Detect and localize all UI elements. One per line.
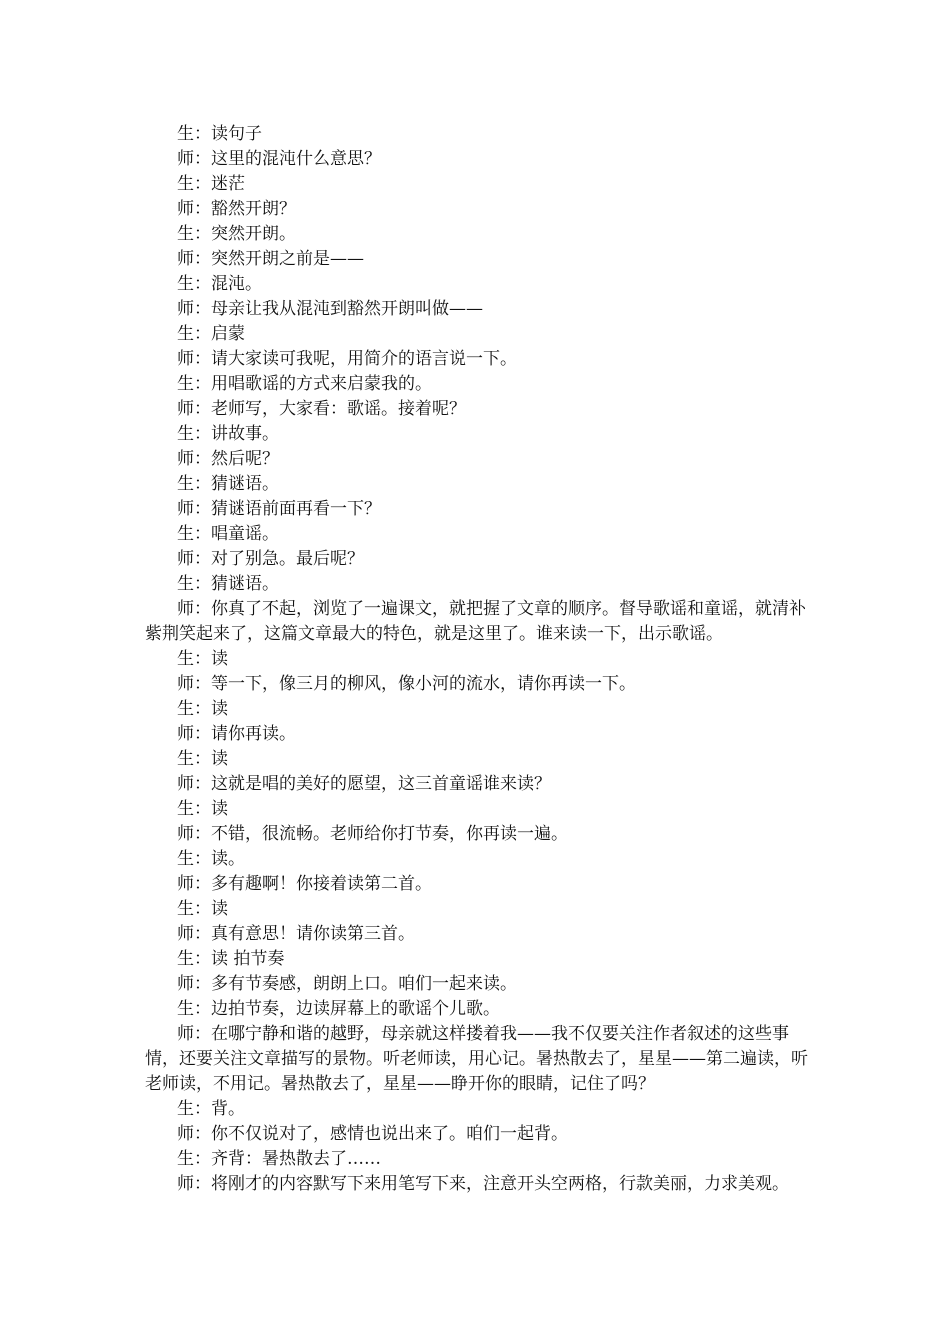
dialogue-line: 生：读 [177, 749, 228, 769]
dialogue-line: 生：猜谜语。 [177, 474, 279, 494]
dialogue-line: 师：请你再读。 [177, 724, 296, 744]
dialogue-line: 生：混沌。 [177, 274, 262, 294]
dialogue-line: 生：讲故事。 [177, 424, 279, 444]
dialogue-line: 生：启蒙 [177, 324, 245, 344]
dialogue-line: 师：真有意思！请你读第三首。 [177, 924, 415, 944]
dialogue-line: 师：老师写，大家看：歌谣。接着呢？ [177, 399, 466, 419]
dialogue-line: 师：在哪宁静和谐的越野，母亲就这样搂着我——我不仅要关注作者叙述的这些事情，还要关注文章描写的景物。听老师读，用心记。暑热散去了，星星——第二遍读，听老师读，不用记。暑热散去了，星星——睁开你的眼睛，记住了吗？ [145, 1024, 808, 1094]
dialogue-line: 生：读 [177, 649, 228, 669]
dialogue-line: 生：边拍节奏，边读屏幕上的歌谣个儿歌。 [177, 999, 500, 1019]
dialogue-line: 生：读 [177, 699, 228, 719]
dialogue-line: 师：不错，很流畅。老师给你打节奏，你再读一遍。 [177, 824, 568, 844]
dialogue-line: 师：你真了不起，浏览了一遍课文，就把握了文章的顺序。督导歌谣和童谣，就清补紫荆笑起来了，这篇文章最大的特色，就是这里了。谁来读一下，出示歌谣。 [145, 599, 806, 644]
dialogue-line: 生：读 [177, 799, 228, 819]
dialogue-line: 生：齐背：暑热散去了…… [177, 1149, 381, 1169]
dialogue-text [145, 122, 810, 1197]
dialogue-line: 生：用唱歌谣的方式来启蒙我的。 [177, 374, 432, 394]
dialogue-line: 师：多有趣啊！你接着读第二首。 [177, 874, 432, 894]
dialogue-line: 生：读 拍节奏 [177, 949, 285, 969]
dialogue-line: 师：请大家读可我呢，用简介的语言说一下。 [177, 349, 517, 369]
dialogue-line: 生：背。 [177, 1099, 245, 1119]
dialogue-line: 师：你不仅说对了，感情也说出来了。咱们一起背。 [177, 1124, 568, 1144]
dialogue-line: 师：这里的混沌什么意思？ [177, 149, 381, 169]
dialogue-line: 师：豁然开朗？ [177, 199, 296, 219]
dialogue-line: 生：唱童谣。 [177, 524, 279, 544]
dialogue-line: 师：等一下，像三月的柳风，像小河的流水，请你再读一下。 [177, 674, 636, 694]
dialogue-line: 师：猜谜语前面再看一下？ [177, 499, 381, 519]
dialogue-line: 师：多有节奏感，朗朗上口。咱们一起来读。 [177, 974, 517, 994]
dialogue-line: 生：读。 [177, 849, 245, 869]
dialogue-line: 师：突然开朗之前是—— [177, 249, 364, 269]
dialogue-line: 生：读 [177, 899, 228, 919]
dialogue-line: 师：然后呢？ [177, 449, 279, 469]
dialogue-line: 师：将刚才的内容默写下来用笔写下来，注意开头空两格，行款美丽，力求美观。 [177, 1174, 789, 1194]
dialogue-line: 生：猜谜语。 [177, 574, 279, 594]
dialogue-line: 生：突然开朗。 [177, 224, 296, 244]
dialogue-line: 师：母亲让我从混沌到豁然开朗叫做—— [177, 299, 483, 319]
dialogue-line: 师：对了别急。最后呢？ [177, 549, 364, 569]
dialogue-line: 师：这就是唱的美好的愿望，这三首童谣谁来读？ [177, 774, 551, 794]
dialogue-line: 生：读句子 [177, 124, 262, 144]
dialogue-line: 生：迷茫 [177, 174, 245, 194]
